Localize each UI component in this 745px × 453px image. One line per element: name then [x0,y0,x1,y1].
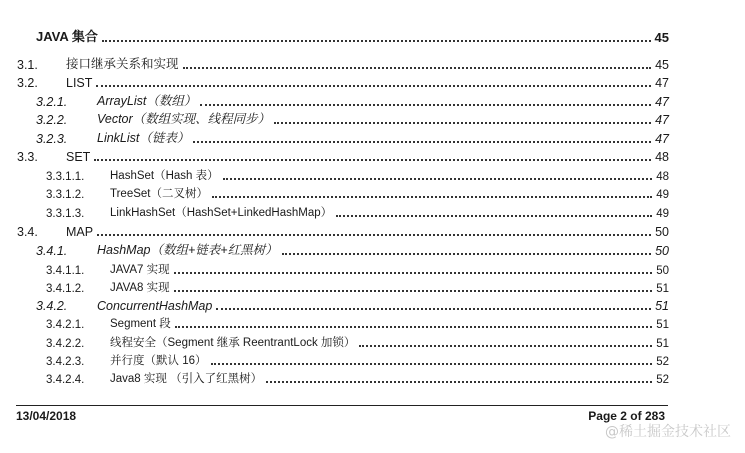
toc-entry-title: MAP [66,225,94,239]
toc-entry-title: LinkList（链表） [97,131,190,145]
toc-entry-page-number: 52 [656,356,669,368]
toc-entry-page-number: 47 [655,132,669,146]
toc-entry[interactable] [0,278,745,296]
toc-entry-number: 3.4.2.4. [46,374,85,386]
toc-leader-dots [336,215,652,217]
toc-entry[interactable] [0,55,745,73]
toc-leader-dots [183,67,651,69]
toc-entry-page-number: 45 [655,58,669,72]
toc-leader-dots [212,196,652,198]
toc-entry-title: SET [66,150,91,164]
toc-leader-dots [174,272,652,274]
toc-leader-dots [97,234,651,236]
toc-entry[interactable] [0,166,745,184]
toc-entry-number: 3.3.1.3. [46,208,85,220]
toc-entry-title: Segment 段 [110,318,171,330]
footer-date: 13/04/2018 [16,409,77,423]
toc-leader-dots [359,345,652,347]
toc-entry-number: 3.4. [17,225,38,239]
toc-leader-dots [282,253,651,255]
toc-entry-number: 3.4.2.3. [46,356,85,368]
toc-entry-title: LIST [66,76,93,90]
toc-entry-number: 3.2.1. [36,95,68,109]
toc-entry-number: 3.3.1.2. [46,189,85,201]
toc-entry[interactable] [0,203,745,221]
toc-entry-page-number: 45 [654,30,669,45]
toc-entry-page-number: 48 [655,150,669,164]
toc-entry[interactable] [0,28,745,46]
toc-entry-page-number: 47 [655,76,669,90]
toc-entry-page-number: 51 [656,338,669,350]
toc-entry[interactable] [0,260,745,278]
toc-leader-dots [175,326,652,328]
toc-entry-number: 3.3. [17,150,38,164]
toc-entry-page-number: 47 [655,113,669,127]
toc-entry-page-number: 50 [655,225,669,239]
toc-entry[interactable] [0,92,745,110]
toc-entry-title: 线程安全（Segment 继承 ReentrantLock 加锁） [110,337,356,349]
toc-entry[interactable] [0,73,745,91]
toc-leader-dots [96,85,651,87]
toc-entry-number: 3.4.2. [36,299,68,313]
toc-entry[interactable] [0,147,745,165]
toc-entry-title: TreeSet（二叉树） [110,188,208,200]
toc-entry-title: 并行度（默认 16） [110,355,207,367]
toc-entry-title: HashSet（Hash 表） [110,170,219,182]
toc-entry-number: 3.4.2.2. [46,338,85,350]
toc-entry[interactable] [0,129,745,147]
toc-leader-dots [102,40,651,42]
toc-leader-dots [266,381,652,383]
toc-entry-title: Java8 实现 （引入了红黑树） [110,373,263,385]
toc-entry-number: 3.1. [17,58,38,72]
toc-leader-dots [211,363,652,365]
toc-leader-dots [274,122,651,124]
toc-entry-page-number: 50 [656,265,669,277]
toc-entry-number: 3.4.2.1. [46,319,85,331]
toc-entry[interactable] [0,351,745,369]
toc-entry[interactable] [0,333,745,351]
toc-entry-title: LinkHashSet（HashSet+LinkedHashMap） [110,207,333,219]
toc-leader-dots [174,290,652,292]
toc-entry[interactable] [0,296,745,314]
toc-entry-page-number: 51 [656,319,669,331]
toc-entry[interactable] [0,241,745,259]
toc-leader-dots [223,178,652,180]
toc-entry[interactable] [0,314,745,332]
toc-leader-dots [216,308,651,310]
toc-entry-title: Vector（数组实现、线程同步） [97,112,271,126]
toc-entry-title: JAVA8 实现 [110,282,170,294]
toc-entry-page-number: 52 [656,374,669,386]
toc-entry-title: 接口继承关系和实现 [66,57,179,71]
toc-entry-page-number: 48 [656,171,669,183]
toc-entry-page-number: 50 [655,244,669,258]
toc-entry-number: 3.4.1.2. [46,283,85,295]
toc-entry-title: ConcurrentHashMap [97,299,213,313]
toc-entry-number: 3.4.1. [36,244,68,258]
toc-entry-page-number: 51 [655,299,669,313]
toc-leader-dots [94,159,651,161]
toc-entry-page-number: 49 [656,208,669,220]
toc-entry-page-number: 47 [655,95,669,109]
toc-entry-title: JAVA7 实现 [110,264,170,276]
toc-entry[interactable] [0,184,745,202]
toc-entry-number: 3.2. [17,76,38,90]
toc-entry-number: 3.3.1.1. [46,171,85,183]
toc-leader-dots [200,104,651,106]
toc-entry[interactable] [0,110,745,128]
toc-entry-number: 3.2.3. [36,132,68,146]
toc-entry-title: JAVA 集合 [36,29,98,44]
toc-entry-title: ArrayList（数组） [97,94,197,108]
toc-entry-number: 3.2.2. [36,113,68,127]
toc-entry-page-number: 51 [656,283,669,295]
toc-entry-title: HashMap（数组+链表+红黑树） [97,243,278,257]
toc-entry-number: 3.4.1.1. [46,265,85,277]
footer-page-info: Page 2 of 283 [588,409,665,423]
toc-leader-dots [193,141,651,143]
watermark: @稀土掘金技术社区 [605,424,731,440]
toc-entry[interactable] [0,222,745,240]
footer-rule [16,405,668,406]
toc-entry-page-number: 49 [656,189,669,201]
toc-entry[interactable] [0,369,745,387]
